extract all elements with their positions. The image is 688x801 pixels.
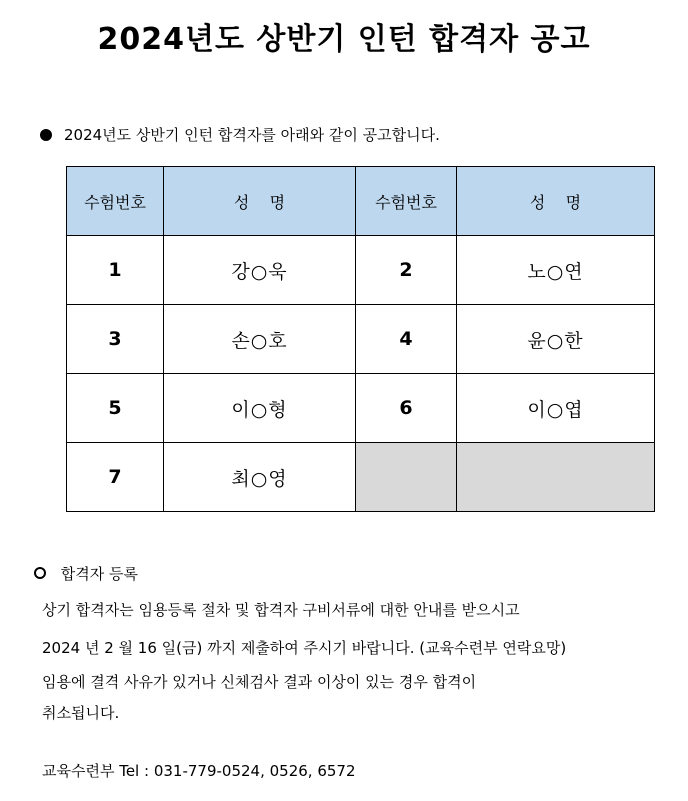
- exam-number: 4: [356, 305, 457, 374]
- exam-number: 7: [67, 443, 164, 512]
- intro-line: [40, 124, 440, 145]
- exam-number: 5: [67, 374, 164, 443]
- table-row: [67, 305, 655, 374]
- table-row: [67, 236, 655, 305]
- applicant-name: 윤○한: [457, 305, 655, 374]
- intro-text: 2024년도 상반기 인턴 합격자를 아래와 같이 공고합니다.: [64, 126, 440, 144]
- table-header-row: [67, 167, 655, 236]
- exam-number: 2: [356, 236, 457, 305]
- registration-heading-text: 합격자 등록: [60, 565, 138, 583]
- registration-heading: [34, 563, 138, 584]
- applicant-name: 노○연: [457, 236, 655, 305]
- registration-line: 상기 합격자는 임용등록 절차 및 합격자 구비서류에 대한 안내를 받으시고: [42, 601, 520, 619]
- applicant-table: [66, 166, 655, 512]
- table-row: [67, 443, 655, 512]
- applicant-name: 최○영: [164, 443, 356, 512]
- bullet-icon: [40, 129, 52, 141]
- applicant-name: 손○호: [164, 305, 356, 374]
- empty-cell: [356, 443, 457, 512]
- header-exam-number: 수험번호: [356, 167, 457, 236]
- header-exam-number: 수험번호: [67, 167, 164, 236]
- exam-number: 1: [67, 236, 164, 305]
- applicant-name: 이○형: [164, 374, 356, 443]
- exam-number: 3: [67, 305, 164, 374]
- registration-line: 취소됩니다.: [42, 704, 120, 722]
- header-name: 성 명: [457, 167, 655, 236]
- contact-info: 교육수련부 Tel : 031-779-0524, 0526, 6572: [42, 762, 356, 780]
- circle-bullet-icon: [34, 567, 46, 579]
- applicant-name: 이○엽: [457, 374, 655, 443]
- table-row: [67, 374, 655, 443]
- empty-cell: [457, 443, 655, 512]
- exam-number: 6: [356, 374, 457, 443]
- applicant-name: 강○욱: [164, 236, 356, 305]
- page-title: 2024년도 상반기 인턴 합격자 공고: [97, 22, 591, 57]
- registration-line: 2024 년 2 월 16 일(금) 까지 제출하여 주시기 바랍니다. (교육수련부 연락요망): [42, 639, 567, 657]
- registration-line: 임용에 결격 사유가 있거나 신체검사 결과 이상이 있는 경우 합격이: [42, 673, 477, 691]
- header-name: 성 명: [164, 167, 356, 236]
